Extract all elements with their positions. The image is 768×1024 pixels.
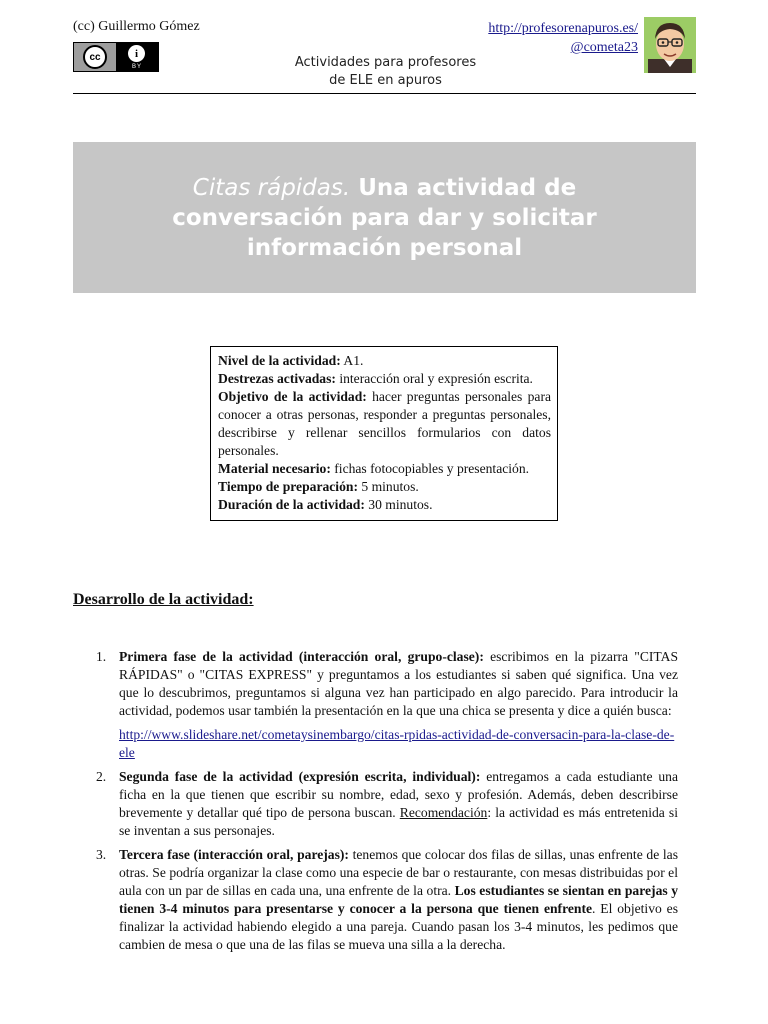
person-icon: i xyxy=(128,45,145,62)
activity-info-box xyxy=(210,346,558,521)
info-level: Nivel de la actividad: A1. xyxy=(218,353,364,368)
step-number: 2. xyxy=(96,769,107,784)
slideshare-link[interactable]: http://www.slideshare.net/cometaysinembargo/citas-rpidas-actividad-de-conversacin-para-la-clase-de-ele xyxy=(119,727,675,760)
info-prep-time: Tiempo de preparación: 5 minutos. xyxy=(218,479,419,494)
list-item: 1. Primera fase de la actividad (interacción oral, grupo-clase): escribimos en la pizarra "CITAS RÁPIDAS" o "CITAS EXPRESS" y preguntamos a los estudiantes si saben qué significa. Una vez que lo descubrimos, preguntamos si alguna vez han participado en algo parecido. Para introducir la actividad, podemos usar también la presentación en la que una chica se presenta y dice a quién busca: http://www.slideshare.net/cometaysinembargo/citas-rpidas-actividad-de-conversacin-para-la-clase-de-ele xyxy=(96,649,678,760)
step-number: 3. xyxy=(96,847,107,862)
step-number: 1. xyxy=(96,649,107,664)
by-label: BY xyxy=(131,64,142,70)
info-skills: Destrezas activadas: interacción oral y expresión escrita. xyxy=(218,371,533,386)
info-material: Material necesario: fichas fotocopiables y presentación. xyxy=(218,461,530,476)
cc-by-license-badge[interactable] xyxy=(73,42,159,72)
twitter-link[interactable]: @cometa23 xyxy=(570,40,638,55)
header-links xyxy=(488,19,638,57)
section-heading: Desarrollo de la actividad: xyxy=(73,591,254,608)
list-item: 3. Tercera fase (interacción oral, parejas): tenemos que colocar dos filas de sillas, unas enfrente de las otras. Se podría organizar la clase como una especie de bar o restaurante, con mesas distribuidas por el aula con un par de sillas en cada una, una enfrente de la otra. Los estudiantes se sientan en parejas y tienen 3-4 minutos para presentarse y conocer a la persona que tienen enfrente. El objetivo es finalizar la actividad habiendo elegido a una pareja. Cuando pasan los 3-4 minutos, les pedimos que cambien de mesa o que una de las filas se mueva una silla a la derecha. xyxy=(96,847,678,952)
steps-list xyxy=(96,648,678,960)
cartoon-avatar-icon xyxy=(644,17,696,73)
author-credit: (cc) Guillermo Gómez xyxy=(73,19,200,34)
title-rest: Una actividad de conversación para dar y solicitar información personal xyxy=(172,174,597,261)
list-item: 2. Segunda fase de la actividad (expresión escrita, individual): entregamos a cada estudiante una ficha en la que tienen que escribir su nombre, edad, sexo y profesión. Además, deben describirse brevemente y detallar qué tipo de persona buscan. Recomendación: la actividad es más entretenida si se inventan a sus personajes. xyxy=(96,769,678,838)
header-divider xyxy=(73,93,696,94)
info-objective: Objetivo de la actividad: hacer preguntas personales para conocer a otras personas, responder a preguntas personales, describirse y rellenar sencillos formularios con datos personales. xyxy=(218,389,552,458)
page-header xyxy=(73,14,696,94)
document-title xyxy=(73,173,696,263)
recommendation-label: Recomendación xyxy=(399,805,488,820)
title-banner xyxy=(73,142,696,293)
cc-icon: cc xyxy=(83,45,107,69)
info-duration: Duración de la actividad: 30 minutos. xyxy=(218,497,433,512)
site-title: Actividades para profesores de ELE en apuros xyxy=(294,55,477,88)
title-italic: Citas rápidas. xyxy=(192,174,351,201)
website-link[interactable]: http://profesorenapuros.es/ xyxy=(488,21,638,36)
